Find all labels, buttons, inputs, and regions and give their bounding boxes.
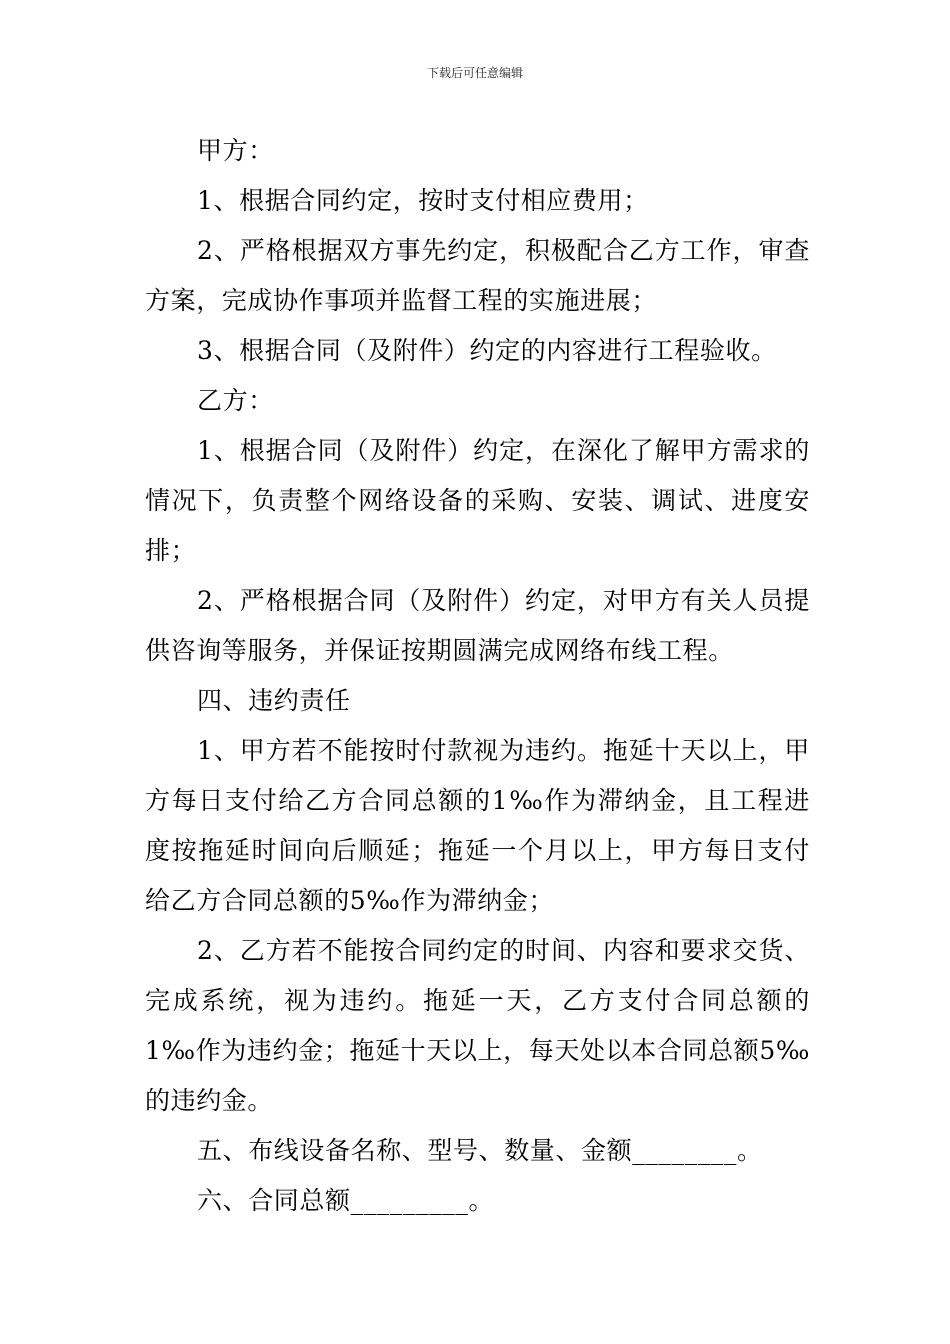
breach-item-1: 1、甲方若不能按时付款视为违约。拖延十天以上，甲方每日支付给乙方合同总额的1‰作为滞纳金，且工程进度按拖延时间向后顺延；拖延一个月以上，甲方每日支付给乙方合同总额的5‰作为滞纳金；	[145, 736, 810, 915]
party-a-item-2: 2、严格根据双方事先约定，积极配合乙方工作，审查方案，完成协作事项并监督工程的实施进展；	[145, 236, 810, 315]
page-header: 下载后可任意编辑	[426, 66, 523, 80]
party-b-item-1: 1、根据合同（及附件）约定，在深化了解甲方需求的情况下，负责整个网络设备的采购、安装、调试、进度安排；	[145, 436, 810, 565]
party-b-item-2: 2、严格根据合同（及附件）约定，对甲方有关人员提供咨询等服务，并保证按期圆满完成网络布线工程。	[145, 586, 810, 665]
section-breach-heading: 四、违约责任	[197, 686, 351, 715]
party-a-heading: 甲方：	[197, 136, 274, 165]
section-total-amount: 六、合同总额_________。	[197, 1186, 495, 1215]
party-b-heading: 乙方：	[197, 386, 274, 415]
document-body	[145, 126, 810, 1226]
party-a-item-3: 3、根据合同（及附件）约定的内容进行工程验收。	[197, 336, 777, 365]
breach-item-2: 2、乙方若不能按合同约定的时间、内容和要求交货、完成系统，视为违约。拖延一天，乙方支付合同总额的1‰作为违约金；拖延十天以上，每天处以本合同总额5‰的违约金。	[145, 936, 810, 1115]
section-equipment: 五、布线设备名称、型号、数量、金额________。	[197, 1136, 763, 1165]
party-a-item-1: 1、根据合同约定，按时支付相应费用；	[197, 186, 649, 215]
